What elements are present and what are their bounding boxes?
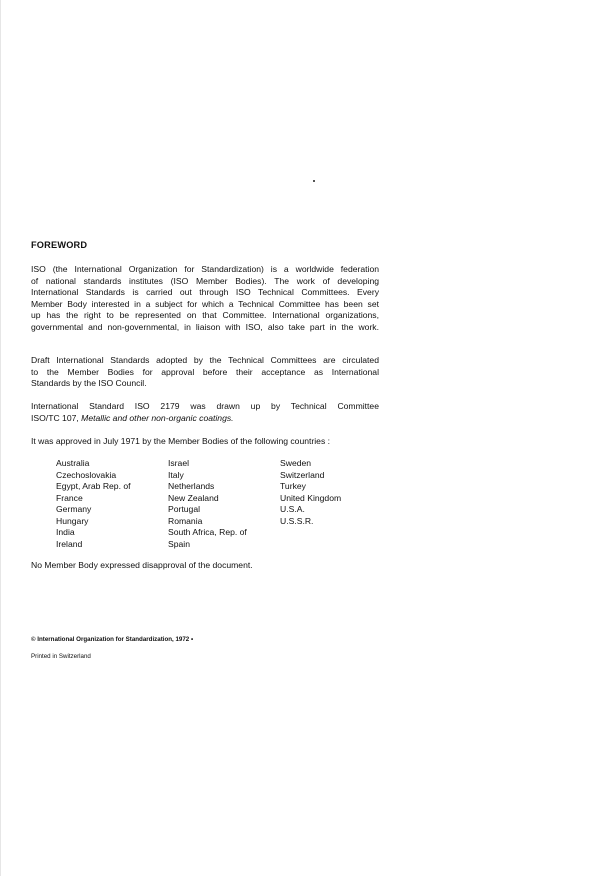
committee-title: Metallic and other non-organic coatings. — [81, 412, 234, 423]
committee-ref: ISO/TC 107, — [31, 412, 82, 423]
text-line: Draft International Standards adopted by the Technical Committees are circulated — [31, 355, 379, 365]
page-edge — [0, 0, 1, 876]
country-item: United Kingdom — [280, 492, 342, 503]
country-item: Netherlands — [168, 481, 215, 491]
country-item: Spain — [168, 538, 190, 549]
paragraph-draft-standards — [31, 355, 379, 390]
paragraph-standard — [31, 401, 379, 424]
paragraph-approval — [31, 436, 379, 448]
countries-column-1 — [56, 458, 131, 550]
country-item: Portugal — [168, 504, 201, 514]
country-item: Australia — [56, 458, 90, 468]
country-item: Sweden — [280, 458, 312, 468]
country-item: Ireland — [56, 538, 83, 549]
text-line: ISO (the International Organization for Standardization) is a worldwide federation — [31, 264, 379, 274]
country-item: India — [56, 527, 75, 537]
country-item: Israel — [168, 458, 190, 468]
country-item: Italy — [168, 469, 184, 480]
countries-column-3 — [280, 458, 341, 527]
text-line: Member Body interested in a subject for which a Technical Committee has been set — [31, 298, 379, 309]
country-item: Germany — [56, 504, 92, 514]
text-line: It was approved in July 1971 by the Member Bodies of the following countries : — [31, 436, 331, 446]
text-line: International Standards is carried out through ISO Technical Committees. Every — [31, 287, 379, 298]
country-item: Romania — [168, 515, 203, 526]
text-line: governmental and non-governmental, in liaison with ISO, also take part in the work. — [31, 321, 379, 332]
text-line: to the Member Bodies for approval before their acceptance as International — [31, 366, 379, 377]
printed-in: Printed in Switzerland — [31, 653, 91, 660]
speck — [313, 180, 315, 182]
text-line: of national standards institutes (ISO Member Bodies). The work of developing — [31, 275, 379, 286]
copyright-notice: © International Organization for Standardization, 1972 • — [31, 636, 194, 643]
country-item: South Africa, Rep. of — [168, 527, 247, 537]
country-item: Hungary — [56, 515, 89, 526]
country-item: Switzerland — [280, 469, 325, 480]
countries-column-2 — [168, 458, 247, 550]
paragraph-iso-intro — [31, 264, 379, 334]
text-line: Standards by the ISO Council. — [31, 378, 147, 389]
text-line: No Member Body expressed disapproval of the document. — [31, 560, 253, 570]
country-item: New Zealand — [168, 492, 219, 503]
country-item: Turkey — [280, 481, 306, 491]
paragraph-disapproval — [31, 560, 379, 572]
foreword-heading: FOREWORD — [31, 240, 88, 250]
country-item: U.S.A. — [280, 504, 305, 514]
country-item: France — [56, 492, 83, 503]
country-item: U.S.S.R. — [280, 515, 314, 526]
text-line — [31, 413, 379, 425]
country-item: Czechoslovakia — [56, 469, 117, 480]
text-line: International Standard ISO 2179 was drawn up by Technical Committee — [31, 401, 379, 411]
country-item: Egypt, Arab Rep. of — [56, 481, 131, 491]
text-line: up has the right to be represented on that Committee. International organizations, — [31, 310, 379, 321]
